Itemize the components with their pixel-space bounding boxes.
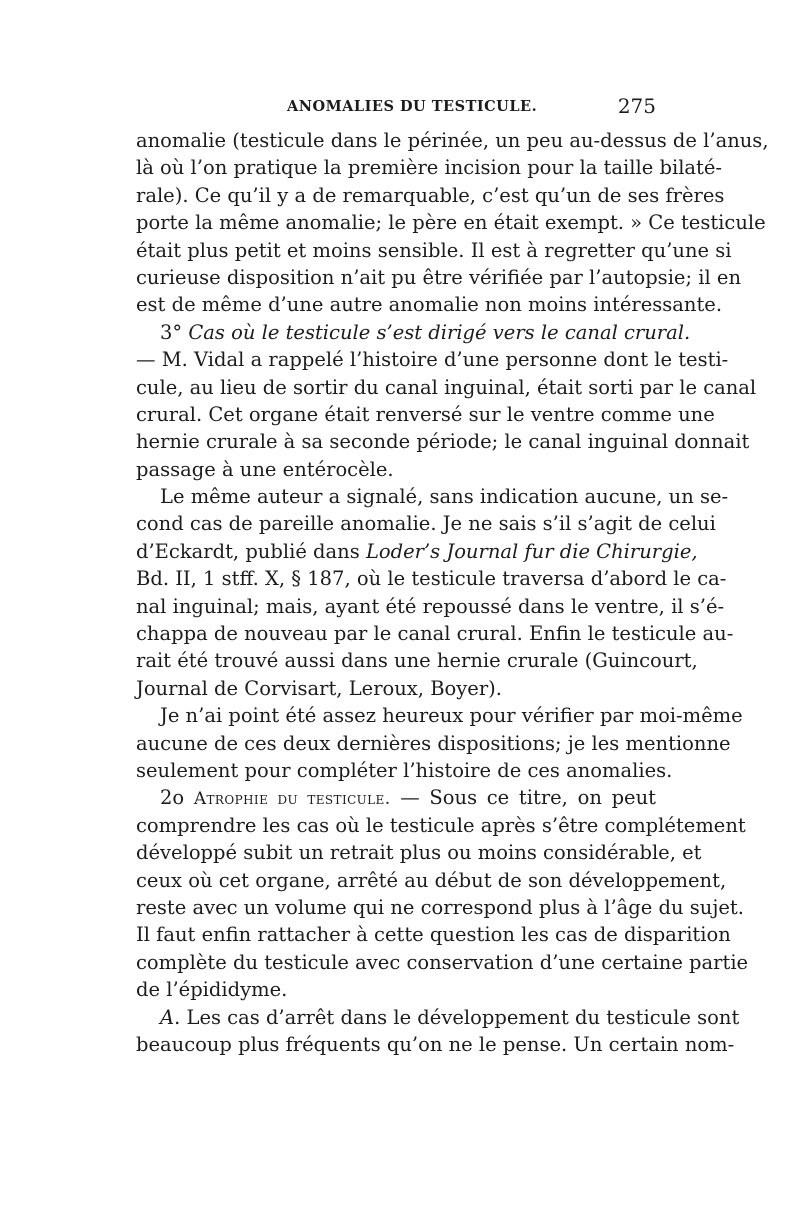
text-segment: crural. Cet organe était renversé sur le ventre comme une	[136, 402, 715, 426]
text-segment: aucune de ces deux dernières dispositions; je les mentionne	[136, 731, 731, 755]
text-line	[136, 456, 656, 483]
body-text	[136, 127, 769, 1058]
text-segment: développé subit un retrait plus ou moins considérable, et	[136, 841, 702, 865]
page-number: 275	[617, 94, 656, 118]
text-segment: était plus petit et moins sensible. Il est à regretter qu’une si	[136, 238, 732, 262]
text-segment: Je n’ai point été assez heureux pour vérifier par moi-même	[160, 704, 743, 728]
text-segment: cond cas de pareille anomalie. Je ne sais s’il s’agit de celui	[136, 512, 716, 536]
text-line	[136, 784, 656, 811]
text-segment: reste avec un volume qui ne correspond plus à l’âge du sujet.	[136, 895, 744, 919]
text-segment: Il faut enfin rattacher à cette question les cas de disparition	[136, 923, 731, 947]
text-segment: complète du testicule avec conservation d’une certaine partie	[136, 950, 749, 974]
text-line	[136, 894, 744, 921]
text-segment: de l’épididyme.	[136, 978, 288, 1002]
text-segment: là où l’on pratique la première incision pour la taille bilaté-	[136, 156, 723, 180]
text-segment: hernie crurale à sa seconde période; le canal inguinal donnait	[136, 430, 750, 454]
text-line	[136, 538, 698, 565]
text-segment: — Sous ce titre, on peut	[390, 786, 656, 810]
text-line	[136, 319, 691, 346]
text-line	[136, 346, 729, 373]
text-segment: — M. Vidal a rappelé l’histoire d’une personne dont le testi-	[136, 348, 729, 372]
italic-text: Loder’s Journal fur die Chirurgie,	[365, 539, 698, 563]
text-line	[136, 812, 746, 839]
text-segment: est de même d’une autre anomalie non moins intéressante.	[136, 293, 723, 317]
text-segment: anomalie (testicule dans le périnée, un peu au-dessus de l’anus,	[136, 129, 769, 152]
text-segment: seulement pour compléter l’histoire de ces anomalies.	[136, 758, 673, 782]
text-segment: rait été trouvé aussi dans une hernie crurale (Guincourt,	[136, 649, 698, 673]
text-segment: 2o	[160, 786, 194, 810]
text-line	[136, 702, 743, 729]
text-line	[136, 127, 769, 154]
text-line	[136, 976, 656, 1003]
text-line	[136, 428, 750, 455]
text-line	[136, 620, 734, 647]
text-line	[136, 867, 727, 894]
text-segment: passage à une entérocèle.	[136, 457, 394, 481]
text-segment: ceux où cet organe, arrêté au début de son développement,	[136, 868, 727, 892]
text-line	[136, 182, 725, 209]
text-line	[136, 483, 729, 510]
text-segment: . Les cas d’arrêt dans le développement du testicule sont	[174, 1005, 740, 1029]
italic-text: Cas où le testicule s’est dirigé vers le canal crural.	[188, 320, 691, 344]
text-segment: 3°	[160, 320, 189, 344]
text-segment: Journal de Corvisart, Leroux, Boyer).	[136, 676, 502, 700]
text-line	[136, 949, 749, 976]
text-segment: rale). Ce qu’il y a de remarquable, c’est qu’un de ses frères	[136, 183, 725, 207]
text-segment: Le même auteur a signalé, sans indication aucune, un se-	[160, 485, 729, 509]
text-line	[136, 647, 698, 674]
text-segment: d’Eckardt, publié dans	[136, 539, 366, 563]
text-segment: beaucoup plus fréquents qu’on ne le pense. Un certain nom-	[136, 1032, 735, 1056]
text-segment: nal inguinal; mais, ayant été repoussé dans le ventre, il s’é-	[136, 594, 725, 618]
text-line	[136, 1031, 735, 1058]
text-line	[136, 921, 731, 948]
text-segment: cule, au lieu de sortir du canal inguinal, était sorti par le canal	[136, 375, 757, 399]
section-heading: Atrophie du testicule.	[193, 789, 391, 810]
text-line	[136, 154, 723, 181]
text-line	[136, 675, 656, 702]
text-segment: porte la même anomalie; le père en était exempt. » Ce testicule	[136, 211, 766, 235]
text-line	[136, 264, 742, 291]
text-line	[136, 374, 757, 401]
text-line	[136, 757, 673, 784]
text-line	[136, 839, 702, 866]
text-line	[136, 237, 732, 264]
text-line	[136, 565, 727, 592]
running-head	[136, 94, 656, 122]
text-line	[136, 401, 715, 428]
text-segment: chappa de nouveau par le canal crural. Enfin le testicule au-	[136, 622, 734, 646]
text-line	[136, 291, 723, 318]
italic-text: A	[160, 1005, 175, 1029]
text-line	[136, 1004, 740, 1031]
text-line	[136, 593, 725, 620]
running-head-title: ANOMALIES DU TESTICULE.	[287, 98, 538, 115]
text-line	[136, 209, 766, 236]
text-line	[136, 510, 716, 537]
text-segment: comprendre les cas où le testicule après s’être complétement	[136, 813, 746, 837]
text-segment: Bd. II, 1 stff. X, § 187, où le testicule traversa d’abord le ca-	[136, 567, 727, 591]
text-line	[136, 730, 731, 757]
text-segment: curieuse disposition n’ait pu être vérifiée par l’autopsie; il en	[136, 265, 742, 289]
